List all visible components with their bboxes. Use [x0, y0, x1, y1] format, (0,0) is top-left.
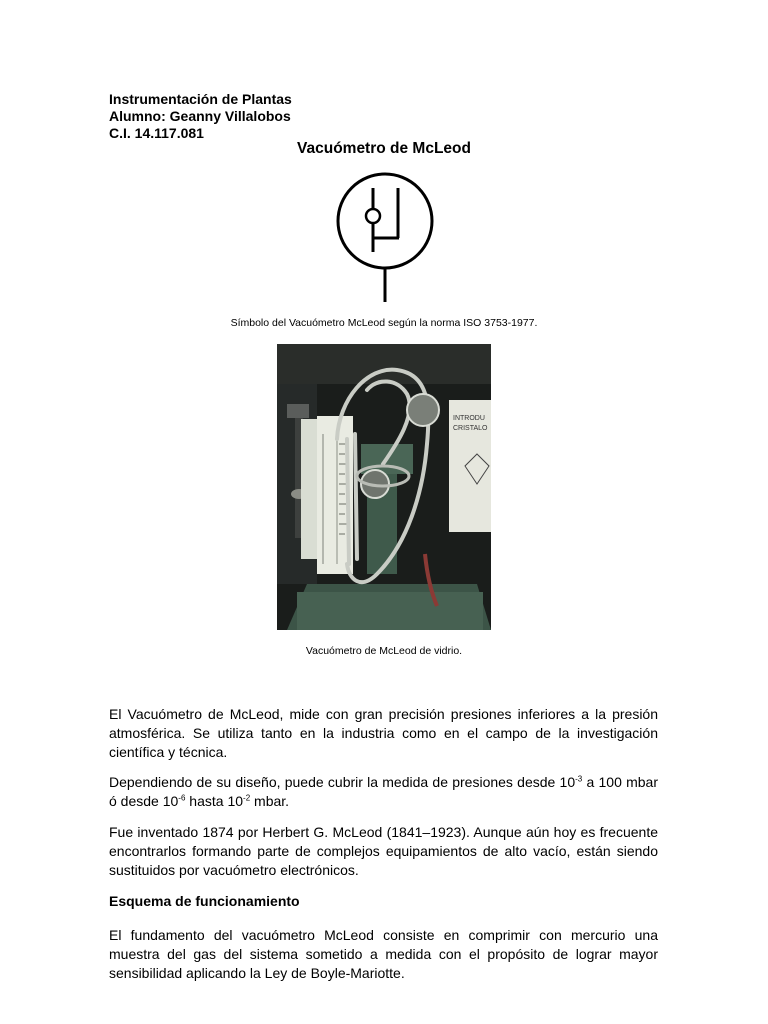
- course-line: Instrumentación de Plantas: [109, 91, 292, 107]
- symbol-caption: Símbolo del Vacuómetro McLeod según la norma ISO 3753-1977.: [230, 317, 538, 329]
- section-heading: Esquema de funcionamiento: [109, 893, 300, 909]
- book-text-2: CRISTALO: [453, 425, 488, 432]
- paragraph-history: Fue inventado 1874 por Herbert G. McLeod (1841–1923). Aunque aún hoy es frecuente encontrarlos formando parte de complejos equipamientos de alto vacío, están siendo sustituidos por vacuómetro electrónicos.: [109, 824, 658, 878]
- range-exp-2: -6: [178, 793, 186, 803]
- range-text-1: Dependiendo de su diseño, puede cubrir la medida de presiones desde 10: [109, 774, 576, 790]
- range-text-3: hasta 10: [185, 793, 244, 809]
- book-text-1: INTRODU: [453, 415, 485, 422]
- page-title: Vacuómetro de McLeod: [297, 140, 471, 157]
- paragraph-principle: El fundamento del vacuómetro McLeod consiste en comprimir con mercurio una muestra del gas del sistema sometido a medida con el propósito de lograr mayor sensibilidad aplicando la Ley de Boyle-Mariotte.: [109, 927, 658, 981]
- photo-caption: Vacuómetro de McLeod de vidrio.: [305, 645, 463, 657]
- mcleod-glass-gauge-photo-icon: [277, 344, 491, 630]
- paragraph-range: [109, 773, 658, 811]
- range-exp-1: -3: [575, 774, 583, 784]
- mcleod-symbol-icon: [333, 172, 437, 304]
- id-line: C.I. 14.117.081: [109, 125, 204, 141]
- document-header: [109, 91, 292, 142]
- paragraph-intro: El Vacuómetro de McLeod, mide con gran precisión presiones inferiores a la presión atmosférica. Se utiliza tanto en la industria como en el campo de la investigación científica y técnica.: [109, 706, 658, 760]
- student-line: Alumno: Geanny Villalobos: [109, 108, 291, 124]
- mcleod-gauge-photo: [277, 344, 491, 630]
- range-text-2: a 100 mbar ó desde 10: [109, 774, 658, 809]
- range-text-4: mbar.: [250, 793, 290, 809]
- range-exp-3: -2: [243, 793, 251, 803]
